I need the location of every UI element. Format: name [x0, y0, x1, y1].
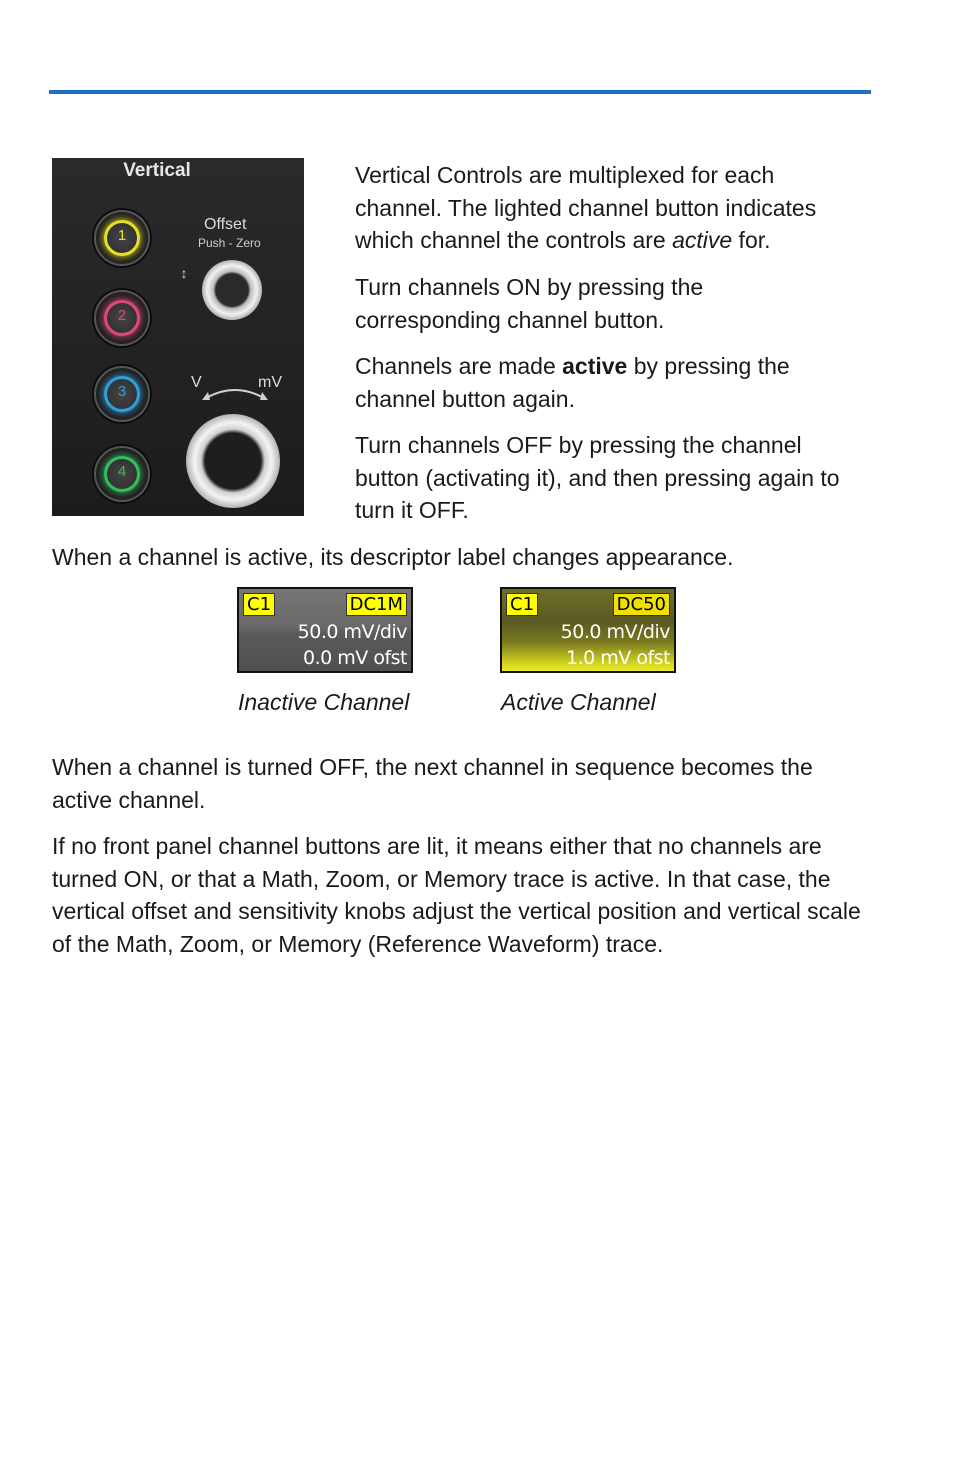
paragraph-next-channel: When a channel is turned OFF, the next channel in sequence becomes the active channel.	[52, 754, 813, 813]
curved-double-arrow-icon	[200, 380, 270, 404]
active-channel-descriptor	[500, 587, 676, 673]
inactive-channel-caption: Inactive Channel	[238, 689, 410, 715]
volts-label: V	[191, 374, 202, 391]
offset-knob	[202, 260, 262, 320]
inactive-channel-descriptor	[237, 587, 413, 673]
scale-value: 50.0 mV/div	[560, 621, 670, 643]
push-zero-label: Push - Zero	[198, 236, 261, 250]
panel-title: Vertical	[123, 160, 191, 181]
paragraph-make-active: Channels are made active by pressing the channel button again.	[355, 353, 790, 412]
offset-label: Offset	[204, 216, 247, 233]
header-rule	[49, 90, 871, 94]
paragraph-multiplexed: Vertical Controls are multiplexed for each channel. The lighted channel button indicates which channel the controls are active for.	[355, 162, 817, 253]
channel-tag: C1	[506, 593, 538, 616]
channel-3-button: 3	[94, 366, 150, 422]
channel-tag: C1	[243, 593, 275, 616]
up-down-arrow-icon: ↕	[180, 265, 188, 281]
coupling-tag: DC1M	[346, 593, 407, 616]
millivolts-label: mV	[258, 374, 282, 391]
paragraph-turn-off: Turn channels OFF by pressing the channel button (activating it), and then pressing again to turn it OFF.	[355, 432, 840, 523]
coupling-tag: DC50	[613, 593, 670, 616]
paragraph-turn-on: Turn channels ON by pressing the corresponding channel button.	[355, 274, 704, 333]
vertical-controls-panel-image	[52, 158, 304, 516]
paragraph-descriptor-change: When a channel is active, its descriptor label changes appearance.	[52, 544, 734, 570]
offset-value: 0.0 mV ofst	[303, 647, 407, 669]
channel-4-button: 4	[94, 446, 150, 502]
offset-value: 1.0 mV ofst	[566, 647, 670, 669]
channel-1-button: 1	[94, 210, 150, 266]
paragraph-no-channels-lit: If no front panel channel buttons are lit, it means either that no channels are turned ON, or that a Math, Zoom, or Memory trace is active. In that case, the vertical offset and sensitivity knobs adjust the vertical position and vertical scale of the Math, Zoom, or Memory (Reference Waveform) trace.	[52, 833, 861, 957]
sensitivity-knob	[186, 414, 280, 508]
active-channel-caption: Active Channel	[501, 689, 656, 715]
scale-value: 50.0 mV/div	[297, 621, 407, 643]
channel-2-button: 2	[94, 290, 150, 346]
